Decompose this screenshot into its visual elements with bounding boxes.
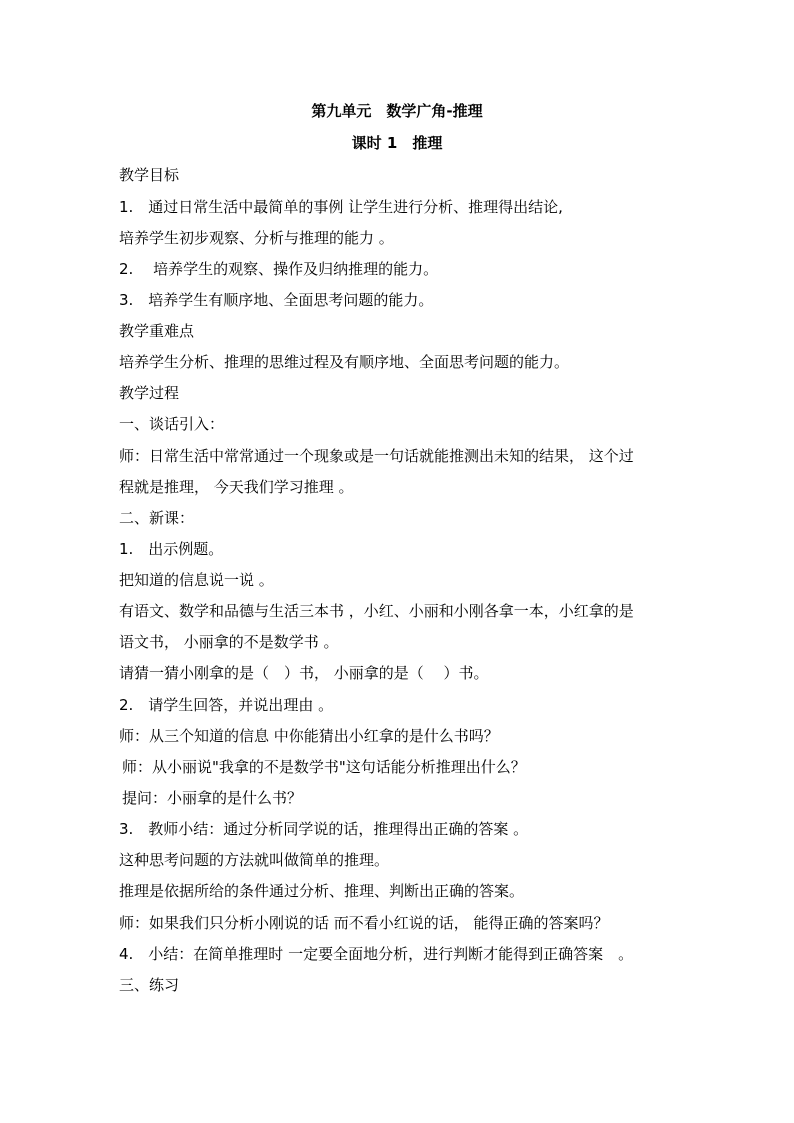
section-heading-process: 教学过程	[119, 384, 180, 402]
paragraph-line: 师：从三个知道的信息 中你能猜出小红拿的是什么书吗？	[119, 727, 499, 745]
paragraph-line: 请猜一猜小刚拿的是（ ）书， 小丽拿的是（ ）书。	[119, 664, 489, 682]
document-subtitle: 课时 1 推理	[351, 134, 443, 152]
paragraph-line: 语文书， 小丽拿的不是数学书 。	[119, 633, 339, 651]
paragraph-line: 有语文、数学和品德与生活三本书 ，小红、小丽和小刚各拿一本，小红拿的是	[119, 602, 634, 620]
paragraph-line: 推理是依据所给的条件通过分析、推理、判断出正确的答案。	[119, 882, 525, 900]
part-two-heading: 二、新课：	[119, 509, 195, 527]
part-one-heading: 一、谈话引入：	[119, 415, 225, 433]
step-item-3: 3. 教师小结：通过分析同学说的话，推理得出正确的答案 。	[119, 820, 529, 838]
paragraph-line: 提问：小丽拿的是什么书？	[122, 789, 303, 807]
key-points-text: 培养学生分析、推理的思维过程及有顺序地、全面思考问题的能力。	[119, 353, 570, 371]
part-three-heading: 三、练习	[119, 976, 180, 994]
paragraph-line: 把知道的信息说一说 。	[119, 571, 274, 589]
document-title: 第九单元 数学广角-推理	[311, 102, 483, 120]
paragraph-line: 程就是推理， 今天我们学习推理 。	[119, 478, 354, 496]
step-item-2: 2. 请学生回答，并说出理由 。	[119, 696, 334, 714]
paragraph-line: 师：日常生活中常常通过一个现象或是一句话就能推测出未知的结果， 这个过	[119, 447, 634, 465]
paragraph-line: 这种思考问题的方法就叫做简单的推理。	[119, 851, 390, 869]
goal-item-1: 1. 通过日常生活中最简单的事例 让学生进行分析、推理得出结论,	[119, 198, 563, 216]
goal-item-3: 3. 培养学生有顺序地、全面思考问题的能力。	[119, 291, 434, 309]
goal-item-1-continued: 培养学生初步观察、分析与推理的能力 。	[119, 229, 394, 247]
step-item-4: 4. 小结：在简单推理时 一定要全面地分析，进行判断才能得到正确答案 。	[119, 945, 634, 963]
paragraph-line: 师：从小丽说"我拿的不是数学书"这句话能分析推理出什么？	[122, 758, 526, 776]
paragraph-line: 师：如果我们只分析小刚说的话 而不看小红说的话， 能得正确的答案吗？	[119, 914, 609, 932]
step-item-1: 1. 出示例题。	[119, 540, 224, 558]
section-heading-goals: 教学目标	[119, 166, 180, 184]
section-heading-key-points: 教学重难点	[119, 322, 195, 340]
goal-item-2: 2. 培养学生的观察、操作及归纳推理的能力。	[119, 260, 439, 278]
